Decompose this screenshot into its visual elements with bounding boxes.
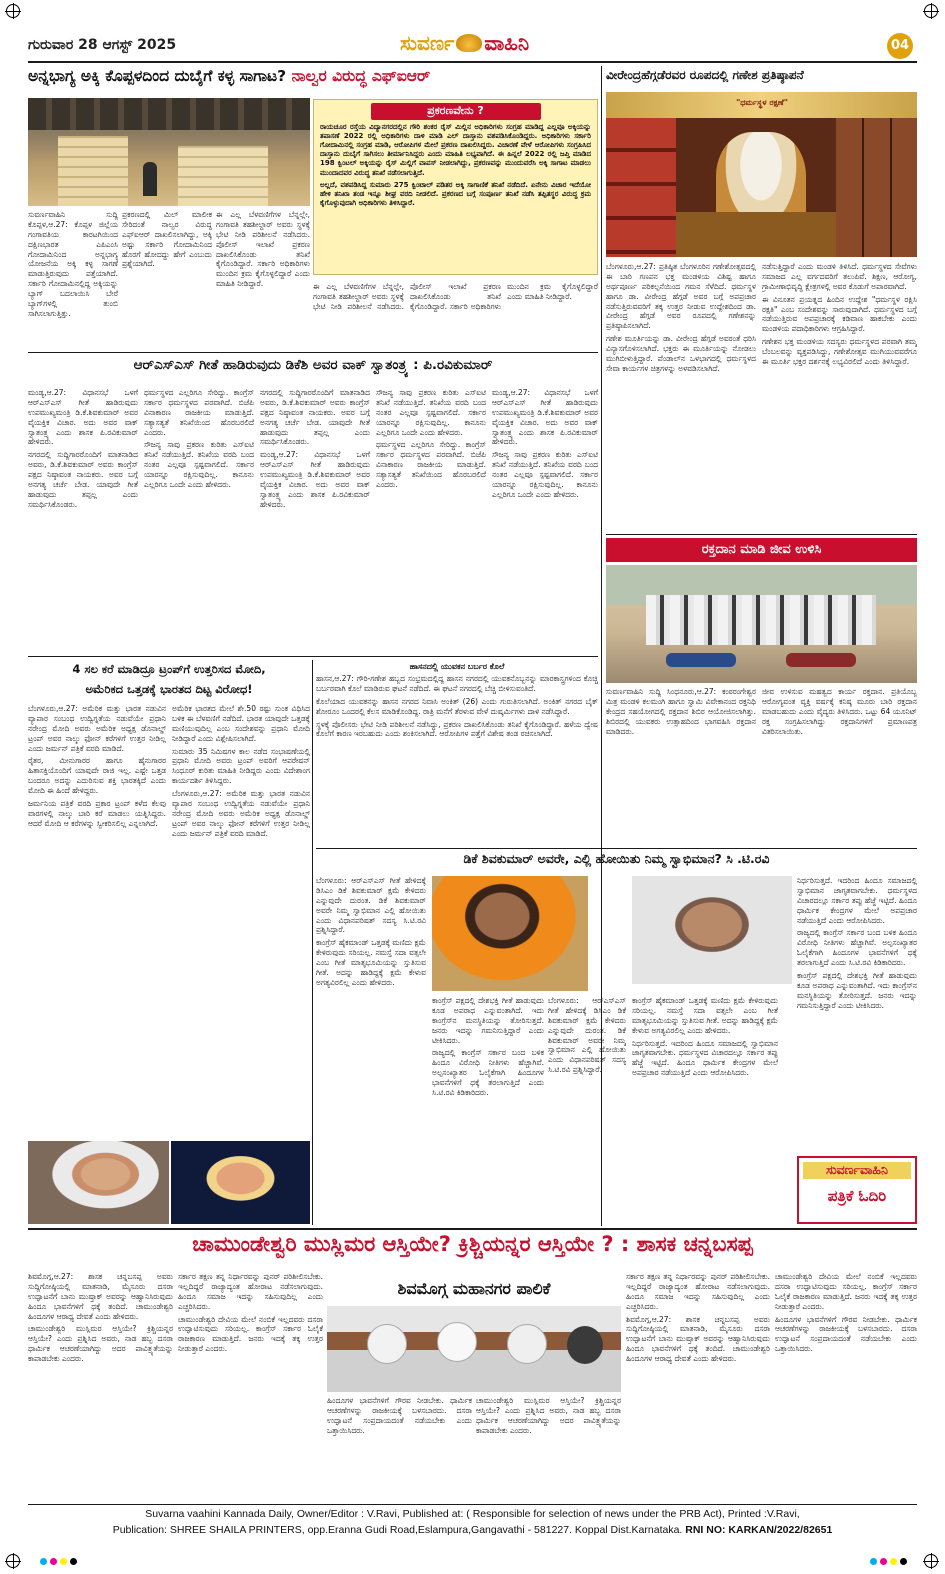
story4-col-2: ಜೀವ ಉಳಿಸುವ ಮಹತ್ವದ ಕಾರ್ಯ ರಕ್ತದಾನ. ಪ್ರತಿಯೊಬ್ಬ ಆರೋಗ್ಯವಂತ ವ್ಯಕ್ತಿ ವರ್ಷಕ್ಕೆ ಕನಿಷ್ಠ ಮೂರು ಬಾರಿ ರಕ್ತದಾನ ಮಾಡಬಹುದು ಎಂದು ವೈದ್ಯರು ತಿಳಿಸಿದರು. ಒಟ್ಟು 64 ಯೂನಿಟ್ ರಕ್ತ ಸಂಗ್ರಹಿಸಲಾಗಿದ್ದು ರಕ್ತದಾನಿಗಳಿಗೆ ಪ್ರಮಾಣಪತ್ರ ವಿತರಿಸಲಾಯಿತು. xyxy=(762,687,917,736)
rni-number: RNI NO: KARKAN/2022/82651 xyxy=(685,1524,833,1536)
story8-col-1: ಶಿವಮೊಗ್ಗ,ಆ.27: ಶಾಸಕ ಚನ್ನಬಸಪ್ಪ ಅವರು ಸುದ್ದಿಗೋಷ್ಠಿಯಲ್ಲಿ ಮಾತನಾಡಿ, ಮೈಸೂರು ದಸರಾ ಉದ್ಘಾಟನೆಗೆ ಬಾನು ಮುಷ್ತಾಕ್ ಅವರನ್ನು ಆಹ್ವಾನಿಸಿರುವುದು ಹಿಂದೂ ಭಾವನೆಗಳಿಗೆ ಧಕ್ಕೆ ತಂದಿದೆ. ಚಾಮುಂಡೇಶ್ವರಿ ಹಿಂದೂಗಳ ಆರಾಧ್ಯ ದೇವತೆ ಎಂದು ಹೇಳಿದರು. ಚಾಮುಂಡೇಶ್ವರಿ ಮುಸ್ಲಿಮರ ಆಸ್ತಿಯೇ? ಕ್ರಿಶ್ಚಿಯನ್ನರ ಆಸ್ತಿಯೇ? ಎಂದು ಪ್ರಶ್ನಿಸಿದ ಅವರು, ನಾಡ ಹಬ್ಬ ದಸರಾ ಧಾರ್ಮಿಕ ಆಚರಣೆಯಾಗಿದ್ದು ಅದರ ಪಾವಿತ್ರ್ಯತೆಯನ್ನು ಕಾಪಾಡಬೇಕು ಎಂದರು. xyxy=(28,1272,173,1364)
registration-mark-bottom-left xyxy=(6,1554,20,1568)
dk-shivakumar-photo xyxy=(632,876,792,984)
story7-col-3: ಬೆಂಗಳೂರು: ಆರ್‌ಎಸ್‌ಎಸ್ ಗೀತೆ ಹೇಳಿದಕ್ಕೆ ಡಿಸಿಎಂ ಡಿಕೆ ಶಿವಕುಮಾರ್ ಕ್ಷಮೆ ಕೇಳಿದರು ಎನ್ನುವುದೇ ದುರಂತ. ಡಿಕೆ ಶಿವಕುಮಾರ್ ಅವರೇ ನಿಮ್ಮ ಸ್ವಾಭಿಮಾನ ಎಲ್ಲಿ ಹೋಯಿತು ಎಂದು ವಿಧಾನಪರಿಷತ್ ಸದಸ್ಯ ಸಿ.ಟಿ.ರವಿ ಪ್ರಶ್ನಿಸಿದ್ದಾರೆ. xyxy=(548,996,626,1075)
story4-top-rule xyxy=(606,534,917,535)
story7-col-1: ಬೆಂಗಳೂರು: ಆರ್‌ಎಸ್‌ಎಸ್ ಗೀತೆ ಹೇಳಿದಕ್ಕೆ ಡಿಸಿಎಂ ಡಿಕೆ ಶಿವಕುಮಾರ್ ಕ್ಷಮೆ ಕೇಳಿದರು ಎನ್ನುವುದೇ ದುರಂತ. ಡಿಕೆ ಶಿವಕುಮಾರ್ ಅವರೇ ನಿಮ್ಮ ಸ್ವಾಭಿಮಾನ ಎಲ್ಲಿ ಹೋಯಿತು ಎಂದು ವಿಧಾನಪರಿಷತ್ ಸದಸ್ಯ ಸಿ.ಟಿ.ರವಿ ಪ್ರಶ್ನಿಸಿದ್ದಾರೆ. ಕಾಂಗ್ರೆಸ್ ಹೈಕಮಾಂಡ್ ಒತ್ತಡಕ್ಕೆ ಮಣಿದು ಕ್ಷಮೆ ಕೇಳಿರುವುದು ಸರಿಯಲ್ಲ. ನಮಸ್ತೆ ಸದಾ ವತ್ಸಲೇ ಎಂಬ ಗೀತೆ ಮಾತೃಭೂಮಿಯನ್ನು ಸ್ತುತಿಸುವ ಗೀತೆ. ಅದನ್ನು ಹಾಡಿದ್ದಕ್ಕೆ ಕ್ಷಮೆ ಕೇಳುವ ಅಗತ್ಯವಿರಲಿಲ್ಲ ಎಂದು ಹೇಳಿದರು. xyxy=(316,876,426,987)
story1-col-4: ಈ ಎಲ್ಲ ಬೆಳವಣಿಗೆಗಳ ಬೆನ್ನಲ್ಲೇ, ಗಂಗಾವತಿ ತಹಶೀಲ್ದಾರ್ ಅವರು ಸ್ಥಳಕ್ಕೆ ಭೇಟಿ ನೀಡಿ ಪರಿಶೀಲನೆ ನಡೆಸಿದರು. ಪೊಲೀಸ್ ಇಲಾಖೆ ಪ್ರಕರಣ ದಾಖಲಿಸಿಕೊಂಡು ತನಿಖೆ ಕೈಗೊಂಡಿದ್ದಾರೆ. ಸರ್ಕಾರಿ ಅಧಿಕಾರಿಗಳು ಮುಂದಿನ ಕ್ರಮ ಕೈಗೊಳ್ಳಲಿದ್ದಾರೆ ಎಂದು ಮಾಹಿತಿ ನೀಡಿದ್ದಾರೆ. xyxy=(313,282,598,311)
story1-col-2: ಪ್ರಕರಣದಲ್ಲಿ ಮಿಲ್ ಮಾಲೀಕ ಸೇರಿದಂತೆ ನಾಲ್ವರ ವಿರುದ್ಧ ಎಫ್ಐಆರ್ ದಾಖಲಿಸಲಾಗಿದ್ದು, ಅಕ್ಕಿ ಅಷ್ಟು ಸರ್ಕಾರಿ ಗೋದಾಮಿನಿಂದ ಹೊರಗೆ ಹೋದದ್ದು ಹೇಗೆ ಎಂಬುದು ಪ್ರಶ್ನೆಯಾಗಿದೆ. xyxy=(122,210,212,269)
story8-col-6: ಚಾಮುಂಡೇಶ್ವರಿ ದೇವಿಯ ಮೇಲೆ ನಂಬಿಕೆ ಇಲ್ಲದವರು ದಸರಾ ಉದ್ಘಾಟಿಸುವುದು ಸರಿಯಲ್ಲ. ಕಾಂಗ್ರೆಸ್ ಸರ್ಕಾರ ಓಲೈಕೆ ರಾಜಕಾರಣ ಮಾಡುತ್ತಿದೆ. ಜನರು ಇದಕ್ಕೆ ತಕ್ಕ ಉತ್ತರ ನೀಡುತ್ತಾರೆ ಎಂದರು. ಹಿಂದೂಗಳ ಭಾವನೆಗಳಿಗೆ ಗೌರವ ನೀಡಬೇಕು. ಧಾರ್ಮಿಕ ಆಚರಣೆಗಳನ್ನು ರಾಜಕೀಯಕ್ಕೆ ಬಳಸಬಾರದು. ದಸರಾ ಉದ್ಘಾಟನೆ ಸಂಪ್ರದಾಯದಂತೆ ನಡೆಯಬೇಕು ಎಂದು ಒತ್ತಾಯಿಸಿದರು. xyxy=(775,1272,917,1354)
story3-col-5: ಮಂಡ್ಯ,ಆ.27: ವಿಧಾನಸಭೆ ಒಳಗೆ ಆರ್‌ಎಸ್‌ಎಸ್ ಗೀತೆ ಹಾಡಿರುವುದು ಉಪಮುಖ್ಯಮಂತ್ರಿ ಡಿ.ಕೆ.ಶಿವಕುಮಾರ್ ಅವರ ವೈಯಕ್ತಿಕ ವಿಚಾರ. ಅದು ಅವರ ವಾಕ್ ಸ್ವಾತಂತ್ರ್ಯ ಎಂದು ಶಾಸಕ ಪಿ.ರವಿಕುಮಾರ್ ಹೇಳಿದರು. ಸೌಜನ್ಯ ಸಾವು ಪ್ರಕರಣ ಕುರಿತು ಎಸ್ಐಟಿ ತನಿಖೆ ನಡೆಯುತ್ತಿದೆ. ತನಿಖೆಯ ವರದಿ ಬಂದ ನಂತರ ಎಲ್ಲವೂ ಸ್ಪಷ್ಟವಾಗಲಿದೆ. ಸರ್ಕಾರ ಯಾರನ್ನೂ ರಕ್ಷಿಸುವುದಿಲ್ಲ. ಕಾನೂನು ಎಲ್ಲರಿಗೂ ಒಂದೇ ಎಂದು ಹೇಳಿದರು. xyxy=(492,388,598,499)
color-bar-left xyxy=(40,1558,77,1565)
pandal-banner: "ಧರ್ಮಸ್ಥಳ ರಕ್ಷಣೆ" xyxy=(736,98,788,107)
story7-headline: ಡಿಕೆ ಶಿವಕುಮಾರ್ ಅವರೇ, ಎಲ್ಲಿ ಹೋಯಿತು ನಿಮ್ಮ ಸ್ವಾಭಿಮಾನ? ಸಿ .ಟಿ.ರವಿ xyxy=(463,851,770,866)
story5-headline-1: 4 ಸಲ ಕರೆ ಮಾಡಿದ್ರೂ ಟ್ರಂಪ್‌ಗೆ ಉತ್ತರಿಸದ ಮೋದಿ, xyxy=(72,662,266,676)
footer-line-2: Publication: SHREE SHAILA PRINTERS, opp.Eranna Gudi Road,Eslampura,Gangavathi - 581227. Koppal Dist.Karnataka. RNI NO: KARKAN/2022/82651 xyxy=(112,1524,833,1536)
story8-col-4: ಚಾಮುಂಡೇಶ್ವರಿ ಮುಸ್ಲಿಮರ ಆಸ್ತಿಯೇ? ಕ್ರಿಶ್ಚಿಯನ್ನರ ಆಸ್ತಿಯೇ? ಎಂದು ಪ್ರಶ್ನಿಸಿದ ಅವರು, ನಾಡ ಹಬ್ಬ ದಸರಾ ಧಾರ್ಮಿಕ ಆಚರಣೆಯಾಗಿದ್ದು ಅದರ ಪಾವಿತ್ರ್ಯತೆಯನ್ನು ಕಾಪಾಡಬೇಕು ಎಂದರು. xyxy=(476,1396,621,1435)
ct-ravi-photo xyxy=(432,876,588,991)
story2-col-1: ಬೆಂಗಳೂರು,ಆ.27: ಪ್ರತಿಷ್ಠಿತ ಬೆಂಗಳೂರಿನ ಗಣೇಶೋತ್ಸವದಲ್ಲಿ ಈ ಬಾರಿ ಗಣಪನ ಭಕ್ತ ಮಂಡಳಿಯ ವಿಶಿಷ್ಟ ಹಾಗೂ ಅರ್ಥಪೂರ್ಣ ಪರಿಕಲ್ಪನೆಯಿಂದ ಗಮನ ಸೆಳೆದಿದೆ. ಧರ್ಮಸ್ಥಳ ಹಾಗೂ ಡಾ. ವೀರೇಂದ್ರ ಹೆಗ್ಗಡೆ ಅವರ ಬಗ್ಗೆ ಅಪಪ್ರಚಾರ ನಡೆಸುತ್ತಿರುವವರಿಗೆ ತಕ್ಕ ಉತ್ತರ ನೀಡುವ ಉದ್ದೇಶದಿಂದ ಡಾ. ವೀರೇಂದ್ರ ಹೆಗ್ಗಡೆ ಅವರ ರೂಪದಲ್ಲಿ ಗಣೇಶನನ್ನು ಪ್ರತಿಷ್ಠಾಪಿಸಲಾಗಿದೆ. ಗಣೇಶ ಮೂರ್ತಿಯನ್ನು ಡಾ. ವೀರೇಂದ್ರ ಹೆಗ್ಗಡೆ ಅವರಂತೆ ಧರಿಸಿ ವಿನ್ಯಾಸಗೊಳಿಸಲಾಗಿದೆ. ಭಕ್ತರು ಈ ಮೂರ್ತಿಯನ್ನು ನೋಡಲು ಮುಗಿಬೀಳುತ್ತಿದ್ದಾರೆ. ಪೆಂಡಾಲ್‌ನ ಒಳಭಾಗದಲ್ಲಿ ಧರ್ಮಸ್ಥಳದ ಸೇವಾ ಕಾರ್ಯಗಳ ಚಿತ್ರಗಳನ್ನು ಅಳವಡಿಸಲಾಗಿದೆ. xyxy=(606,262,756,373)
story1-headline-red: ನಾಲ್ವರ ವಿರುದ್ಧ ಎಫ್ಐಆರ್ xyxy=(291,67,431,85)
blood-donation-photo xyxy=(606,565,917,683)
modi-photo xyxy=(28,1141,169,1224)
case-box-title: ಪ್ರಕರಣವೇನು ? xyxy=(371,103,541,120)
case-box-text: ರಾಯಚೂರ ರಸ್ತೆಯ ವಿದ್ಯಾನಗರದಲ್ಲಿನ ಗೌರಿ ಶಂಕರ ರೈಸ್ ಮಿಲ್ಲಿನ ಅಧಿಕಾರಿಗಳು ಸಂಗ್ರಹ ಮಾಡಿದ್ದ ಎಲ್ಲವೂ ಅಕ್ಕಿಯನ್ನು ತಪಾಸಣೆ 2022 ರಲ್ಲಿ ಅಧಿಕಾರಿಗಳು ದಾಳಿ ಮಾಡಿ ಎಲ್ ದಾಸ್ತಾನು ವಶಪಡಿಸಿಕೊಂಡಿದ್ದರು. ಅಧಿಕಾರಿಗಳು ಸರ್ಕಾರಿ ಗೋದಾಮಿನಲ್ಲಿ ಸಂಗ್ರಹ ಮಾಡಿ, ಆರೋಪಿಗಳ ಮೇಲೆ ಪ್ರಕರಣ ದಾಖಲಿಸಿದ್ದರು. ವಿಚಾರಣೆ ವೇಳೆ ಆರೋಪಿಗಳು ಸಂಗ್ರಹಿಸಿದ ದಾಸ್ತಾನು ದುಬೈಗೆ ಸಾಗಿಸಲು ತೀರ್ಮಾನಿಸಿದ್ದರು ಎಂದು ಮಾಹಿತಿ ಲಭ್ಯವಾಗಿದೆ. ಈ ಹಿನ್ನಲೆ 2022 ರಲ್ಲಿ ಜಪ್ತಿ ಮಾಡಿದ 198 ಕ್ವಿಂಟಲ್ ಅಕ್ಕಿಯನ್ನು ರೈಸ್ ಮಿಲ್ಲಿಗೆ ವಾಪಸ್ ನೀಡಲಾಗಿದ್ದು, ಪ್ರಕರಣವನ್ನು ಮುಂದುವರೆಸಿ ಅಕ್ಕಿ ಸಾಗಾಟ ಮಾಡಲು ಮುಂದಾದವರ ವಿರುದ್ಧ ತನಿಖೆ ನಡೆಸಲಾಗುತ್ತಿದೆ. xyxy=(320,122,591,177)
story1-headline: ಅನ್ನಭಾಗ್ಯ ಅಕ್ಕಿ ಕೊಪ್ಪಳದಿಂದ ದುಬೈಗೆ ಕಳ್ಳ ಸಾಗಾಟ? ನಾಲ್ವರ ವಿರುದ್ಧ ಎಫ್ಐಆರ್ xyxy=(28,67,431,85)
case-box xyxy=(313,99,598,275)
story3-top-rule xyxy=(28,352,598,353)
issue-date: ಗುರುವಾರ 28 ಆಗಸ್ಟ್ 2025 xyxy=(28,37,177,53)
story3-col-4: ಸೌಜನ್ಯ ಸಾವು ಪ್ರಕರಣ ಕುರಿತು ಎಸ್ಐಟಿ ತನಿಖೆ ನಡೆಯುತ್ತಿದೆ. ತನಿಖೆಯ ವರದಿ ಬಂದ ನಂತರ ಎಲ್ಲವೂ ಸ್ಪಷ್ಟವಾಗಲಿದೆ. ಸರ್ಕಾರ ಯಾರನ್ನೂ ರಕ್ಷಿಸುವುದಿಲ್ಲ. ಕಾನೂನು ಎಲ್ಲರಿಗೂ ಒಂದೇ ಎಂದು ಹೇಳಿದರು. ಧರ್ಮಸ್ಥಳದ ಎಲ್ಲರಿಗೂ ಸೇರಿದ್ದು. ಕಾಂಗ್ರೆಸ್ ಸರ್ಕಾರ ಧರ್ಮಸ್ಥಳದ ಪರವಾಗಿದೆ. ಬಿಜೆಪಿ ವಿನಾಕಾರಣ ರಾಜಕೀಯ ಮಾಡುತ್ತಿದೆ. ಸತ್ಯಾಸತ್ಯತೆ ತನಿಖೆಯಿಂದ ಹೊರಬರಲಿದೆ ಎಂದರು. xyxy=(376,388,486,490)
story8-col-3: ಹಿಂದೂಗಳ ಭಾವನೆಗಳಿಗೆ ಗೌರವ ನೀಡಬೇಕು. ಧಾರ್ಮಿಕ ಆಚರಣೆಗಳನ್ನು ರಾಜಕೀಯಕ್ಕೆ ಬಳಸಬಾರದು. ದಸರಾ ಉದ್ಘಾಟನೆ ಸಂಪ್ರದಾಯದಂತೆ ನಡೆಯಬೇಕು ಎಂದು ಒತ್ತಾಯಿಸಿದರು. xyxy=(327,1396,472,1435)
registration-mark-bottom-right xyxy=(924,1554,938,1568)
rice-warehouse-photo xyxy=(28,98,310,206)
registration-mark-top-right xyxy=(924,4,938,18)
story3-col-3: ನಗರದಲ್ಲಿ ಸುದ್ದಿಗಾರರೊಂದಿಗೆ ಮಾತನಾಡಿದ ಅವರು, ಡಿ.ಕೆ.ಶಿವಕುಮಾರ್ ಅವರು ಕಾಂಗ್ರೆಸ್ ಪಕ್ಷದ ನಿಷ್ಠಾವಂತ ನಾಯಕರು. ಅವರ ಬಗ್ಗೆ ಅನಗತ್ಯ ಚರ್ಚೆ ಬೇಡ. ಯಾವುದೇ ಗೀತೆ ಹಾಡುವುದು ತಪ್ಪಲ್ಲ ಎಂದು ಸಮರ್ಥಿಸಿಕೊಂಡರು. ಮಂಡ್ಯ,ಆ.27: ವಿಧಾನಸಭೆ ಒಳಗೆ ಆರ್‌ಎಸ್‌ಎಸ್ ಗೀತೆ ಹಾಡಿರುವುದು ಉಪಮುಖ್ಯಮಂತ್ರಿ ಡಿ.ಕೆ.ಶಿವಕುಮಾರ್ ಅವರ ವೈಯಕ್ತಿಕ ವಿಚಾರ. ಅದು ಅವರ ವಾಕ್ ಸ್ವಾತಂತ್ರ್ಯ ಎಂದು ಶಾಸಕ ಪಿ.ರವಿಕುಮಾರ್ ಹೇಳಿದರು. xyxy=(260,388,370,509)
story8-top-rule xyxy=(28,1228,917,1230)
story2-headline: ವೀರೇಂದ್ರಹೆಗ್ಗಡೆರವರ ರೂಪದಲ್ಲಿ ಗಣೇಶ ಪ್ರತಿಷ್ಠಾಪನೆ xyxy=(606,68,804,82)
story8-col-5: ಸರ್ಕಾರ ತಕ್ಷಣ ತನ್ನ ನಿರ್ಧಾರವನ್ನು ಪುನರ್ ಪರಿಶೀಲಿಸಬೇಕು. ಇಲ್ಲದಿದ್ದರೆ ರಾಜ್ಯಾದ್ಯಂತ ಹೋರಾಟ ನಡೆಸಲಾಗುವುದು. ಹಿಂದೂ ಸಮಾಜ ಇದನ್ನು ಸಹಿಸುವುದಿಲ್ಲ ಎಂದು ಎಚ್ಚರಿಸಿದರು. ಶಿವಮೊಗ್ಗ,ಆ.27: ಶಾಸಕ ಚನ್ನಬಸಪ್ಪ ಅವರು ಸುದ್ದಿಗೋಷ್ಠಿಯಲ್ಲಿ ಮಾತನಾಡಿ, ಮೈಸೂರು ದಸರಾ ಉದ್ಘಾಟನೆಗೆ ಬಾನು ಮುಷ್ತಾಕ್ ಅವರನ್ನು ಆಹ್ವಾನಿಸಿರುವುದು ಹಿಂದೂ ಭಾವನೆಗಳಿಗೆ ಧಕ್ಕೆ ತಂದಿದೆ. ಚಾಮುಂಡೇಶ್ವರಿ ಹಿಂದೂಗಳ ಆರಾಧ್ಯ ದೇವತೆ ಎಂದು ಹೇಳಿದರು. xyxy=(626,1272,770,1364)
story3-col-2: ಧರ್ಮಸ್ಥಳದ ಎಲ್ಲರಿಗೂ ಸೇರಿದ್ದು. ಕಾಂಗ್ರೆಸ್ ಸರ್ಕಾರ ಧರ್ಮಸ್ಥಳದ ಪರವಾಗಿದೆ. ಬಿಜೆಪಿ ವಿನಾಕಾರಣ ರಾಜಕೀಯ ಮಾಡುತ್ತಿದೆ. ಸತ್ಯಾಸತ್ಯತೆ ತನಿಖೆಯಿಂದ ಹೊರಬರಲಿದೆ ಎಂದರು. ಸೌಜನ್ಯ ಸಾವು ಪ್ರಕರಣ ಕುರಿತು ಎಸ್ಐಟಿ ತನಿಖೆ ನಡೆಯುತ್ತಿದೆ. ತನಿಖೆಯ ವರದಿ ಬಂದ ನಂತರ ಎಲ್ಲವೂ ಸ್ಪಷ್ಟವಾಗಲಿದೆ. ಸರ್ಕಾರ ಯಾರನ್ನೂ ರಕ್ಷಿಸುವುದಿಲ್ಲ. ಕಾನೂನು ಎಲ್ಲರಿಗೂ ಒಂದೇ ಎಂದು ಹೇಳಿದರು. xyxy=(144,388,254,490)
read-paper-promo xyxy=(797,1156,917,1224)
story5-col-1: ಬೆಂಗಳೂರು,ಆ.27: ಅಮೆರಿಕ ಮತ್ತು ಭಾರತ ನಡುವಿನ ವ್ಯಾಪಾರ ಸಂಬಂಧ ಉದ್ವಿಗ್ನತೆಯ ನಡುವೆಯೇ ಪ್ರಧಾನಿ ನರೇಂದ್ರ ಮೋದಿ ಅವರು ಅಮೆರಿಕ ಅಧ್ಯಕ್ಷ ಡೊನಾಲ್ಡ್ ಟ್ರಂಪ್ ಅವರ ನಾಲ್ಕು ಫೋನ್ ಕರೆಗಳಿಗೆ ಉತ್ತರ ನೀಡಿಲ್ಲ ಎಂದು ಜರ್ಮನ್ ಪತ್ರಿಕೆ ವರದಿ ಮಾಡಿದೆ. ರೈತರ, ಮೀನುಗಾರರ ಹಾಗೂ ಹೈನುಗಾರರ ಹಿತಾಸಕ್ತಿಯೊಂದಿಗೆ ಯಾವುದೇ ರಾಜಿ ಇಲ್ಲ. ಎಷ್ಟೇ ಒತ್ತಡ ಬಂದರೂ ಅದನ್ನು ಎದುರಿಸುವ ಶಕ್ತಿ ಭಾರತಕ್ಕಿದೆ ಎಂದು ಮೋದಿ ಈ ಹಿಂದೆ ಹೇಳಿದ್ದರು. ಜರ್ಮನಿಯ ಪತ್ರಿಕೆ ವರದಿ ಪ್ರಕಾರ ಟ್ರಂಪ್ ಕಳೆದ ಕೆಲವು ವಾರಗಳಲ್ಲಿ ನಾಲ್ಕು ಬಾರಿ ಕರೆ ಮಾಡಲು ಯತ್ನಿಸಿದ್ದರು. ಆದರೆ ಮೋದಿ ಆ ಕರೆಗಳನ್ನು ಸ್ವೀಕರಿಸಲಿಲ್ಲ ಎನ್ನಲಾಗಿದೆ. xyxy=(28,704,166,828)
story7-col-5: ನಿರ್ಧರಿಸುತ್ತದೆ. ಇದರಿಂದ ಹಿಂದೂ ಸಮಾಜದಲ್ಲಿ ಸ್ವಾಭಿಮಾನ ಜಾಗೃತವಾಗಬೇಕು. ಧರ್ಮಸ್ಥಳದ ವಿಚಾರದಲ್ಲೂ ಸರ್ಕಾರ ತಪ್ಪು ಹೆಜ್ಜೆ ಇಟ್ಟಿದೆ. ಹಿಂದೂ ಧಾರ್ಮಿಕ ಕೇಂದ್ರಗಳ ಮೇಲೆ ಅಪಪ್ರಚಾರ ನಡೆಯುತ್ತಿದೆ ಎಂದು ಆರೋಪಿಸಿದರು. ರಾಜ್ಯದಲ್ಲಿ ಕಾಂಗ್ರೆಸ್ ಸರ್ಕಾರ ಬಂದ ಬಳಿಕ ಹಿಂದೂ ವಿರೋಧಿ ನೀತಿಗಳು ಹೆಚ್ಚಾಗಿವೆ. ಅಲ್ಪಸಂಖ್ಯಾತರ ಓಲೈಕೆಗಾಗಿ ಹಿಂದೂಗಳ ಭಾವನೆಗಳಿಗೆ ಧಕ್ಕೆ ತರಲಾಗುತ್ತಿದೆ ಎಂದು ಸಿ.ಟಿ.ರವಿ ಕಿಡಿಕಾರಿದರು. ಕಾಂಗ್ರೆಸ್ ಪಕ್ಷದಲ್ಲಿ ದೇಶಭಕ್ತಿ ಗೀತೆ ಹಾಡುವುದು ಕೂಡ ಅಪರಾಧ ಎನ್ನುವಂತಾಗಿದೆ. ಇದು ಕಾಂಗ್ರೆಸ್‌ನ ಮನಸ್ಥಿತಿಯನ್ನು ತೋರಿಸುತ್ತದೆ. ಜನರು ಇದನ್ನು ಗಮನಿಸುತ್ತಿದ್ದಾರೆ ಎಂದು ಟೀಕಿಸಿದರು. xyxy=(797,876,917,1010)
story7-top-rule xyxy=(316,848,917,849)
story7-col-4: ಕಾಂಗ್ರೆಸ್ ಹೈಕಮಾಂಡ್ ಒತ್ತಡಕ್ಕೆ ಮಣಿದು ಕ್ಷಮೆ ಕೇಳಿರುವುದು ಸರಿಯಲ್ಲ. ನಮಸ್ತೆ ಸದಾ ವತ್ಸಲೇ ಎಂಬ ಗೀತೆ ಮಾತೃಭೂಮಿಯನ್ನು ಸ್ತುತಿಸುವ ಗೀತೆ. ಅದನ್ನು ಹಾಡಿದ್ದಕ್ಕೆ ಕ್ಷಮೆ ಕೇಳುವ ಅಗತ್ಯವಿರಲಿಲ್ಲ ಎಂದು ಹೇಳಿದರು. ನಿರ್ಧರಿಸುತ್ತದೆ. ಇದರಿಂದ ಹಿಂದೂ ಸಮಾಜದಲ್ಲಿ ಸ್ವಾಭಿಮಾನ ಜಾಗೃತವಾಗಬೇಕು. ಧರ್ಮಸ್ಥಳದ ವಿಚಾರದಲ್ಲೂ ಸರ್ಕಾರ ತಪ್ಪು ಹೆಜ್ಜೆ ಇಟ್ಟಿದೆ. ಹಿಂದೂ ಧಾರ್ಮಿಕ ಕೇಂದ್ರಗಳ ಮೇಲೆ ಅಪಪ್ರಚಾರ ನಡೆಯುತ್ತಿದೆ ಎಂದು ಆರೋಪಿಸಿದರು. xyxy=(632,996,778,1078)
story5-right-rule xyxy=(312,660,313,1225)
footer-line-1: Suvarna vaahini Kannada Daily, Owner/Editor : V.Ravi, Published at: ( Responsible for selection of news under the PRB Act), Printed :V.Ravi, xyxy=(145,1508,800,1520)
logo-left: ಸುವರ್ಣ xyxy=(400,31,455,55)
ganesha-pandal-photo xyxy=(606,92,917,257)
press-meet-photo xyxy=(327,1272,621,1392)
story6-headline: ಹಾಸನದಲ್ಲಿ ಯುವಕನ ಬರ್ಬರ ಕೊಲೆ xyxy=(409,662,505,671)
page-number: 04 xyxy=(887,33,913,59)
story5-col-2: ಅಮೆರಿಕ ಭಾರತದ ಮೇಲೆ ಶೇ.50 ರಷ್ಟು ಸುಂಕ ವಿಧಿಸಿದ ಬಳಿಕ ಈ ಬೆಳವಣಿಗೆ ನಡೆದಿದೆ. ಭಾರತ ಯಾವುದೇ ಒತ್ತಡಕ್ಕೆ ಮಣಿಯುವುದಿಲ್ಲ ಎಂಬ ಸಂದೇಶವನ್ನು ಪ್ರಧಾನಿ ಮೋದಿ ನೀಡಿದ್ದಾರೆ ಎಂದು ವಿಶ್ಲೇಷಿಸಲಾಗಿದೆ. ಸುಮಾರು 35 ನಿಮಿಷಗಳ ಕಾಲ ನಡೆದ ಸಂಭಾಷಣೆಯಲ್ಲಿ ಪ್ರಧಾನಿ ಮೋದಿ ಅವರು ಟ್ರಂಪ್ ಅವರಿಗೆ ಆಪರೇಷನ್ ಸಿಂಧೂರ್ ಕುರಿತು ಮಾಹಿತಿ ನೀಡಿದ್ದರು ಎಂದು ವಿದೇಶಾಂಗ ಕಾರ್ಯದರ್ಶಿ ತಿಳಿಸಿದ್ದರು. ಬೆಂಗಳೂರು,ಆ.27: ಅಮೆರಿಕ ಮತ್ತು ಭಾರತ ನಡುವಿನ ವ್ಯಾಪಾರ ಸಂಬಂಧ ಉದ್ವಿಗ್ನತೆಯ ನಡುವೆಯೇ ಪ್ರಧಾನಿ ನರೇಂದ್ರ ಮೋದಿ ಅವರು ಅಮೆರಿಕ ಅಧ್ಯಕ್ಷ ಡೊನಾಲ್ಡ್ ಟ್ರಂಪ್ ಅವರ ನಾಲ್ಕು ಫೋನ್ ಕರೆಗಳಿಗೆ ಉತ್ತರ ನೀಡಿಲ್ಲ ಎಂದು ಜರ್ಮನ್ ಪತ್ರಿಕೆ ವರದಿ ಮಾಡಿದೆ. xyxy=(172,704,310,838)
story1-col-1: ಸುವರ್ಣವಾಹಿನಿ ಸುದ್ದಿ ಕೊಪ್ಪಳ,ಆ.27: ಕೊಪ್ಪಳ ಜಿಲ್ಲೆಯ ಗಂಗಾವತಿಯ ಕಾರಟಗಿಯಿಂದ ದಕ್ಷಿಣಭಾರತ ಎಪಿಎಂಸಿ ಗೋದಾಮಿನಿಂದ ಅನ್ನಭಾಗ್ಯ ಯೋಜನೆಯ ಅಕ್ಕಿ ಕಳ್ಳ ಸಾಗಣೆ ಮಾಡುತ್ತಿರುವುದು ಪತ್ತೆಯಾಗಿದೆ. ಸರ್ಕಾರಿ ಗೋದಾಮಿನಲ್ಲಿದ್ದ ಅಕ್ಕಿಯನ್ನು ಬ್ಯಾಗ್ ಬದಲಾಯಿಸಿ ಬೇರೆ ಬ್ಯಾಗ್‌ಗಳಲ್ಲಿ ತುಂಬಿ ಸಾಗಿಸಲಾಗುತ್ತಿತ್ತು. xyxy=(28,210,118,318)
story5-top-rule xyxy=(28,656,598,657)
masthead-logo xyxy=(400,30,529,56)
story7-col-2: ಕಾಂಗ್ರೆಸ್ ಪಕ್ಷದಲ್ಲಿ ದೇಶಭಕ್ತಿ ಗೀತೆ ಹಾಡುವುದು ಕೂಡ ಅಪರಾಧ ಎನ್ನುವಂತಾಗಿದೆ. ಇದು ಕಾಂಗ್ರೆಸ್‌ನ ಮನಸ್ಥಿತಿಯನ್ನು ತೋರಿಸುತ್ತದೆ. ಜನರು ಇದನ್ನು ಗಮನಿಸುತ್ತಿದ್ದಾರೆ ಎಂದು ಟೀಕಿಸಿದರು. ರಾಜ್ಯದಲ್ಲಿ ಕಾಂಗ್ರೆಸ್ ಸರ್ಕಾರ ಬಂದ ಬಳಿಕ ಹಿಂದೂ ವಿರೋಧಿ ನೀತಿಗಳು ಹೆಚ್ಚಾಗಿವೆ. ಅಲ್ಪಸಂಖ್ಯಾತರ ಓಲೈಕೆಗಾಗಿ ಹಿಂದೂಗಳ ಭಾವನೆಗಳಿಗೆ ಧಕ್ಕೆ ತರಲಾಗುತ್ತಿದೆ ಎಂದು ಸಿ.ಟಿ.ರವಿ ಕಿಡಿಕಾರಿದರು. xyxy=(432,996,544,1098)
story3-col-1: ಮಂಡ್ಯ,ಆ.27: ವಿಧಾನಸಭೆ ಒಳಗೆ ಆರ್‌ಎಸ್‌ಎಸ್ ಗೀತೆ ಹಾಡಿರುವುದು ಉಪಮುಖ್ಯಮಂತ್ರಿ ಡಿ.ಕೆ.ಶಿವಕುಮಾರ್ ಅವರ ವೈಯಕ್ತಿಕ ವಿಚಾರ. ಅದು ಅವರ ವಾಕ್ ಸ್ವಾತಂತ್ರ್ಯ ಎಂದು ಶಾಸಕ ಪಿ.ರವಿಕುಮಾರ್ ಹೇಳಿದರು. ನಗರದಲ್ಲಿ ಸುದ್ದಿಗಾರರೊಂದಿಗೆ ಮಾತನಾಡಿದ ಅವರು, ಡಿ.ಕೆ.ಶಿವಕುಮಾರ್ ಅವರು ಕಾಂಗ್ರೆಸ್ ಪಕ್ಷದ ನಿಷ್ಠಾವಂತ ನಾಯಕರು. ಅವರ ಬಗ್ಗೆ ಅನಗತ್ಯ ಚರ್ಚೆ ಬೇಡ. ಯಾವುದೇ ಗೀತೆ ಹಾಡುವುದು ತಪ್ಪಲ್ಲ ಎಂದು ಸಮರ್ಥಿಸಿಕೊಂಡರು. xyxy=(28,388,138,509)
story2-col-2: ನಡೆಸುತ್ತಿದ್ದಾರೆ ಎಂದು ಮಂಡಳಿ ತಿಳಿಸಿದೆ. ಧರ್ಮಸ್ಥಳದ ಸೇವೆಗಳು ಸಮಾಜದ ಎಲ್ಲ ವರ್ಗದವರಿಗೆ ತಲುಪಿವೆ. ಶಿಕ್ಷಣ, ಆರೋಗ್ಯ, ಗ್ರಾಮೀಣಾಭಿವೃದ್ಧಿ ಕ್ಷೇತ್ರಗಳಲ್ಲಿ ಅವರ ಕೊಡುಗೆ ಅಪಾರವಾಗಿದೆ. ಈ ವಿನೂತನ ಪ್ರಯತ್ನದ ಹಿಂದಿನ ಉದ್ದೇಶ "ಧರ್ಮಸ್ಥಳ ರಕ್ಷಿಸಿ ರಕ್ಷತಿ" ಎಂಬ ಸಂದೇಶವನ್ನು ಸಾರುವುದಾಗಿದೆ. ಧರ್ಮಸ್ಥಳದ ಬಗ್ಗೆ ನಡೆಯುತ್ತಿರುವ ಅಪಪ್ರಚಾರಕ್ಕೆ ಕಡಿವಾಣ ಹಾಕಬೇಕು ಎಂದು ಮಂಡಳಿಯ ಪದಾಧಿಕಾರಿಗಳು ಆಗ್ರಹಿಸಿದ್ದಾರೆ. ಗಣೇಶನ ಭಕ್ತ ಮಂಡಳಿಯ ಸದಸ್ಯರು ಧರ್ಮಸ್ಥಳದ ಪರವಾಗಿ ತಮ್ಮ ಬೆಂಬಲವನ್ನು ವ್ಯಕ್ತಪಡಿಸಿದ್ದು, ಗಣೇಶೋತ್ಸವ ಮುಗಿಯುವವರೆಗೂ ಈ ಮೂರ್ತಿ ಭಕ್ತರ ದರ್ಶನಕ್ಕೆ ಲಭ್ಯವಿರಲಿದೆ ಎಂದು ತಿಳಿಸಿದ್ದಾರೆ. xyxy=(762,262,917,367)
story5-headline-2: ಅಮೆರಿಕದ ಒತ್ತಡಕ್ಕೆ ಭಾರತದ ದಿಟ್ಟ ವಿರೋಧ! xyxy=(85,682,253,696)
corporation-banner: ಶಿವಮೊಗ್ಗ ಮಹಾನಗರ ಪಾಲಿಕೆ xyxy=(397,1279,551,1298)
promo-line-2: ಪತ್ರಿಕೆ ಓದಿರಿ xyxy=(827,1186,887,1205)
logo-emblem-icon xyxy=(456,34,482,52)
registration-mark-top-left xyxy=(6,4,20,18)
masthead-rule xyxy=(28,61,917,63)
promo-line-1: ಸುವರ್ಣವಾಹಿನಿ xyxy=(803,1162,911,1179)
footer-rule xyxy=(28,1504,917,1505)
trump-photo xyxy=(171,1141,310,1224)
story1-col-3: ಈ ಎಲ್ಲ ಬೆಳವಣಿಗೆಗಳ ಬೆನ್ನಲ್ಲೇ, ಗಂಗಾವತಿ ತಹಶೀಲ್ದಾರ್ ಅವರು ಸ್ಥಳಕ್ಕೆ ಭೇಟಿ ನೀಡಿ ಪರಿಶೀಲನೆ ನಡೆಸಿದರು. ಪೊಲೀಸ್ ಇಲಾಖೆ ಪ್ರಕರಣ ದಾಖಲಿಸಿಕೊಂಡು ತನಿಖೆ ಕೈಗೊಂಡಿದ್ದಾರೆ. ಸರ್ಕಾರಿ ಅಧಿಕಾರಿಗಳು ಮುಂದಿನ ಕ್ರಮ ಕೈಗೊಳ್ಳಲಿದ್ದಾರೆ ಎಂದು ಮಾಹಿತಿ ನೀಡಿದ್ದಾರೆ. xyxy=(216,210,310,289)
color-bar-right xyxy=(870,1558,907,1565)
story4-col-1: ಸುವರ್ಣವಾಹಿನಿ ಸುದ್ದಿ ಸಿಂಧನೂರು,ಆ.27: ಕಂಠರಂಗೇಶ್ವರ ಮಿತ್ರ ಮಂಡಳಿ ಕಲಮಂಗಿ ಹಾಗೂ ಸ್ವಾಮಿ ವಿವೇಕಾನಂದ ರಕ್ತನಿಧಿ ಕೇಂದ್ರದ ಸಹಯೋಗದಲ್ಲಿ ರಕ್ತದಾನ ಶಿಬಿರ ಆಯೋಜಿಸಲಾಗಿತ್ತು. ಶಿಬಿರದಲ್ಲಿ ಯುವಕರು ಉತ್ಸಾಹದಿಂದ ಭಾಗವಹಿಸಿ ರಕ್ತದಾನ ಮಾಡಿದರು. xyxy=(606,687,756,736)
logo-right: ವಾಹಿನಿ xyxy=(484,31,530,55)
story8-col-2: ಸರ್ಕಾರ ತಕ್ಷಣ ತನ್ನ ನಿರ್ಧಾರವನ್ನು ಪುನರ್ ಪರಿಶೀಲಿಸಬೇಕು. ಇಲ್ಲದಿದ್ದರೆ ರಾಜ್ಯಾದ್ಯಂತ ಹೋರಾಟ ನಡೆಸಲಾಗುವುದು. ಹಿಂದೂ ಸಮಾಜ ಇದನ್ನು ಸಹಿಸುವುದಿಲ್ಲ ಎಂದು ಎಚ್ಚರಿಸಿದರು. ಚಾಮುಂಡೇಶ್ವರಿ ದೇವಿಯ ಮೇಲೆ ನಂಬಿಕೆ ಇಲ್ಲದವರು ದಸರಾ ಉದ್ಘಾಟಿಸುವುದು ಸರಿಯಲ್ಲ. ಕಾಂಗ್ರೆಸ್ ಸರ್ಕಾರ ಓಲೈಕೆ ರಾಜಕಾರಣ ಮಾಡುತ್ತಿದೆ. ಜನರು ಇದಕ್ಕೆ ತಕ್ಕ ಉತ್ತರ ನೀಡುತ್ತಾರೆ ಎಂದರು. xyxy=(178,1272,323,1354)
story3-headline: ಆರ್‌ಎಸ್‌ಎಸ್ ಗೀತೆ ಹಾಡಿರುವುದು ಡಿಕೆಶಿ ಅವರ ವಾಕ್ ಸ್ವಾತಂತ್ರ್ಯ : ಪಿ.ರವಿಕುಮಾರ್ xyxy=(133,357,493,373)
story4-headline: ರಕ್ತದಾನ ಮಾಡಿ ಜೀವ ಉಳಿಸಿ xyxy=(606,538,917,562)
story8-headline: ಚಾಮುಂಡೇಶ್ವರಿ ಮುಸ್ಲಿಮರ ಆಸ್ತಿಯೇ? ಕ್ರಿಶ್ಚಿಯನ್ನರ ಆಸ್ತಿಯೇ ? : ಶಾಸಕ ಚನ್ನಬಸಪ್ಪ xyxy=(192,1232,753,1256)
case-box-text-2: ಅಲ್ಲದೆ, ವಶಪಡಿಸಿದ್ದ ಸುಮಾರು 275 ಕ್ವಿಂಟಾಲ್ ಪಡಿತರ ಅಕ್ಕಿ ಸಾಗಾಣಿಕೆ ತನಿಖೆ ನಡೆದಿದೆ. ಏನೇನು ವಿಚಾರ ಇದೆಯೋ ಹೇಳಿ ತನಿಖಾ ತಂಡ ಇನ್ನೂ ಶೀಘ್ರ ವರದಿ ನೀಡಲಿದೆ. ಪ್ರಕರಣದ ಬಗ್ಗೆ ಸಂಪೂರ್ಣ ತನಿಖೆ ನಡೆಸಿ ತಪ್ಪಿತಸ್ಥರ ವಿರುದ್ಧ ಕ್ರಮ ಕೈಗೊಳ್ಳುವುದಾಗಿ ಅಧಿಕಾರಿಗಳು ತಿಳಿಸಿದ್ದಾರೆ. xyxy=(320,180,591,208)
story6-col-1: ಹಾಸನ,ಆ.27: ಗೌರಿ-ಗಣೇಶ ಹಬ್ಬದ ಸಂಭ್ರಮದಲ್ಲಿದ್ದ ಹಾಸನ ನಗರದಲ್ಲಿ ಯುವಕನೊಬ್ಬನನ್ನು ಮಾರಕಾಸ್ತ್ರಗಳಿಂದ ಕೊಚ್ಚಿ ಬರ್ಬರವಾಗಿ ಕೊಲೆ ಮಾಡಿರುವ ಘಟನೆ ನಡೆದಿದೆ. ಈ ಘಟನೆ ನಗರದಲ್ಲಿ ಬೆಚ್ಚಿ ಬೀಳಿಸುವಂತಿದೆ. ಕೊಲೆಯಾದ ಯುವಕನನ್ನು ಹಾಸನ ನಗರದ ನಿವಾಸಿ ಅಂಕಿತ್ (26) ಎಂದು ಗುರುತಿಸಲಾಗಿದೆ. ಅಂಕಿತ್ ನಗರದ ಬೈಕ್ ಶೋರೂಂ ಒಂದರಲ್ಲಿ ಕೆಲಸ ಮಾಡಿಕೊಂಡಿದ್ದ. ರಾತ್ರಿ ಮನೆಗೆ ತೆರಳುವ ವೇಳೆ ದುಷ್ಕರ್ಮಿಗಳು ದಾಳಿ ನಡೆಸಿದ್ದಾರೆ. ಸ್ಥಳಕ್ಕೆ ಪೊಲೀಸರು ಭೇಟಿ ನೀಡಿ ಪರಿಶೀಲನೆ ನಡೆಸಿದ್ದು, ಪ್ರಕರಣ ದಾಖಲಿಸಿಕೊಂಡು ತನಿಖೆ ಕೈಗೊಂಡಿದ್ದಾರೆ. ಹಳೆಯ ದ್ವೇಷ ಕೊಲೆಗೆ ಕಾರಣ ಇರಬಹುದು ಎಂದು ಶಂಕಿಸಲಾಗಿದೆ. ಆರೋಪಿಗಳ ಪತ್ತೆಗೆ ವಿಶೇಷ ತಂಡ ರಚಿಸಲಾಗಿದೆ. xyxy=(316,674,598,739)
